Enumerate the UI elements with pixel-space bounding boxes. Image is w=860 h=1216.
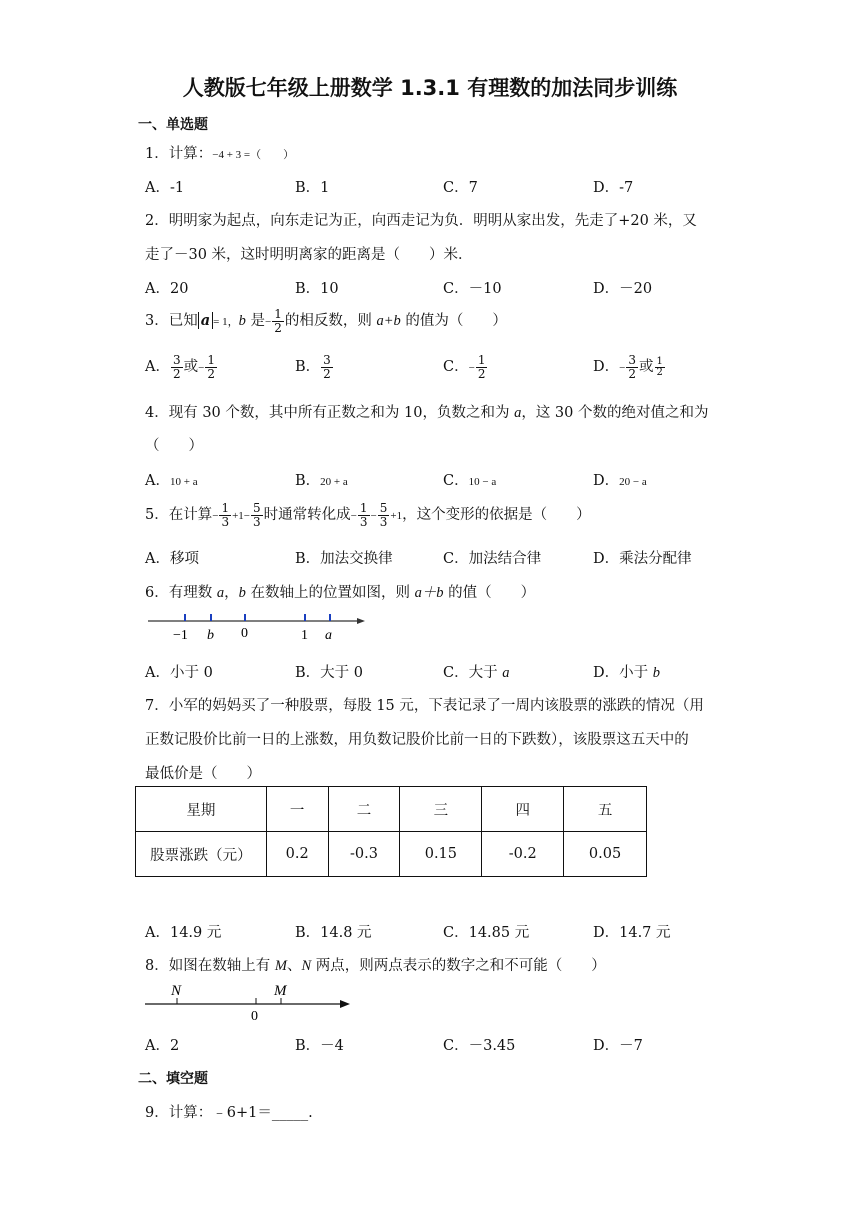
q6-option-d[interactable]: D．小于 b [593,665,660,681]
axis-arrow [357,618,365,624]
q4-option-a[interactable]: A．10 + a [145,473,198,489]
question-9: 9．计算：﹣6+1＝_____. [145,1105,313,1121]
q8-option-a[interactable]: A．2 [145,1038,180,1054]
question-7-line-2: 正数记股价比前一日的上涨数，用负数记股价比前一日的下跌数），该股票这五天中的 [145,732,689,748]
axis-label-a: a [325,628,332,643]
table-cell: 0.05 [564,832,647,877]
axis-label-b: b [207,628,214,643]
number-line-q8 [140,980,360,1024]
axis-label-minus-one: −1 [173,628,188,643]
section-heading-fill-in: 二、填空题 [138,1071,208,1087]
q3-option-b[interactable]: B． $\frac{3}{2}$ [295,352,331,381]
section-heading-single-choice: 一、单选题 [138,117,208,133]
question-1-expression: −4 + 3 =（ ） [212,149,295,161]
question-2-line-1: 2．明明家为起点，向东走记为正，向西走记为负．明明从家出发，先走了+20 米，又 [145,213,697,229]
q8-option-b[interactable]: B．－4 [295,1038,344,1054]
table-header-cell: 四 [482,787,564,832]
q7-option-c[interactable]: C．14.85 元 [443,925,530,941]
q2-option-d[interactable]: D．－20 [593,281,653,297]
axis-label-zero: 0 [241,626,248,641]
q2-option-c[interactable]: C．－10 [443,281,502,297]
question-8: 8．如图在数轴上有 M、N 两点，则两点表示的数字之和不可能（ ） [145,958,606,974]
axis-label-m: M [274,983,287,999]
q5-option-c[interactable]: C．加法结合律 [443,551,542,567]
number-line-q6 [145,605,370,645]
q2-option-b[interactable]: B．10 [295,281,339,297]
q1-option-b[interactable]: B．1 [295,180,330,196]
q5-option-b[interactable]: B．加法交换律 [295,551,393,567]
q1-option-a[interactable]: A．-1 [145,180,185,196]
q6-option-b[interactable]: B．大于 0 [295,665,363,681]
table-cell: 0.2 [266,832,328,877]
q7-option-a[interactable]: A．14.9 元 [145,925,222,941]
table-header-cell: 三 [400,787,482,832]
q7-option-d[interactable]: D．14.7 元 [593,925,671,941]
table-row [136,832,647,877]
table-header-cell: 一 [266,787,328,832]
axis-label-zero: 0 [251,1009,258,1024]
table-cell: 股票涨跌（元） [136,832,267,877]
q3-option-c[interactable]: C．− $\frac{1}{2}$ [443,352,486,381]
q1-option-c[interactable]: C．7 [443,180,478,196]
question-7-line-1: 7．小军的妈妈买了一种股票，每股 15 元，下表记录了一周内该股票的涨跌的情况（用 [145,698,704,714]
table-cell: 0.15 [400,832,482,877]
q2-option-a[interactable]: A．20 [145,281,189,297]
axis-label-n: N [171,983,182,999]
q1-option-d[interactable]: D．-7 [593,180,634,196]
table-header-cell: 星期 [136,787,267,832]
q6-option-a[interactable]: A．小于 0 [145,665,213,681]
question-4-line-1: 4．现有 30 个数，其中所有正数之和为 10，负数之和为 a，这 30 个数的绝对值之和为 [145,405,709,421]
q4-option-b[interactable]: B．20 + a [295,473,348,489]
question-2-line-2: 走了－30 米，这时明明离家的距离是（ ）米． [145,247,473,263]
q3-option-a[interactable]: A． $\frac{3}{2}$ 或− $\frac{1}{2}$ [145,352,215,381]
table-header-cell: 五 [564,787,647,832]
page-title: 人教版七年级上册数学 1.3.1 有理数的加法同步训练 [182,76,678,100]
q5-option-d[interactable]: D．乘法分配律 [593,551,692,567]
q5-option-a[interactable]: A．移项 [145,551,199,567]
stock-change-table [135,786,647,877]
question-1-prefix: 1．计算： [145,146,213,162]
question-1 [145,142,294,163]
table-cell: -0.3 [328,832,400,877]
axis-label-one: 1 [301,628,308,643]
q3-option-d[interactable]: D．− $\frac{3}{2}$ 或 $\frac{1}{2}$ [593,352,663,381]
question-3: 3．已知 a = 1，b 是− $\frac{1}{2}$ 的相反数，则 a+b 的值为（ ） [145,306,507,335]
question-5: 5．在计算− $\frac{1}{3}$ +1− $\frac{5}{3}$ 时通常转化成− $\frac{1}{3}$ − $\frac{5}{3}$ +1，这个变形的依据是（ ） [145,500,591,529]
question-4-line-2: （ ） [145,438,203,454]
q8-option-c[interactable]: C．－3.45 [443,1038,516,1054]
q8-option-d[interactable]: D．－7 [593,1038,643,1054]
fraction: $\frac{1}{2}$ [274,306,282,335]
q7-option-b[interactable]: B．14.8 元 [295,925,372,941]
question-7-line-3: 最低价是（ ） [145,766,261,782]
table-header-row [136,787,647,832]
q4-option-d[interactable]: D．20 − a [593,473,647,489]
question-6: 6．有理数 a，b 在数轴上的位置如图，则 a＋b 的值（ ） [145,585,536,601]
table-cell: -0.2 [482,832,564,877]
q4-option-c[interactable]: C．10 − a [443,473,497,489]
table-header-cell: 二 [328,787,400,832]
axis-arrow [340,1000,350,1008]
q6-option-c[interactable]: C．大于 a [443,665,510,681]
